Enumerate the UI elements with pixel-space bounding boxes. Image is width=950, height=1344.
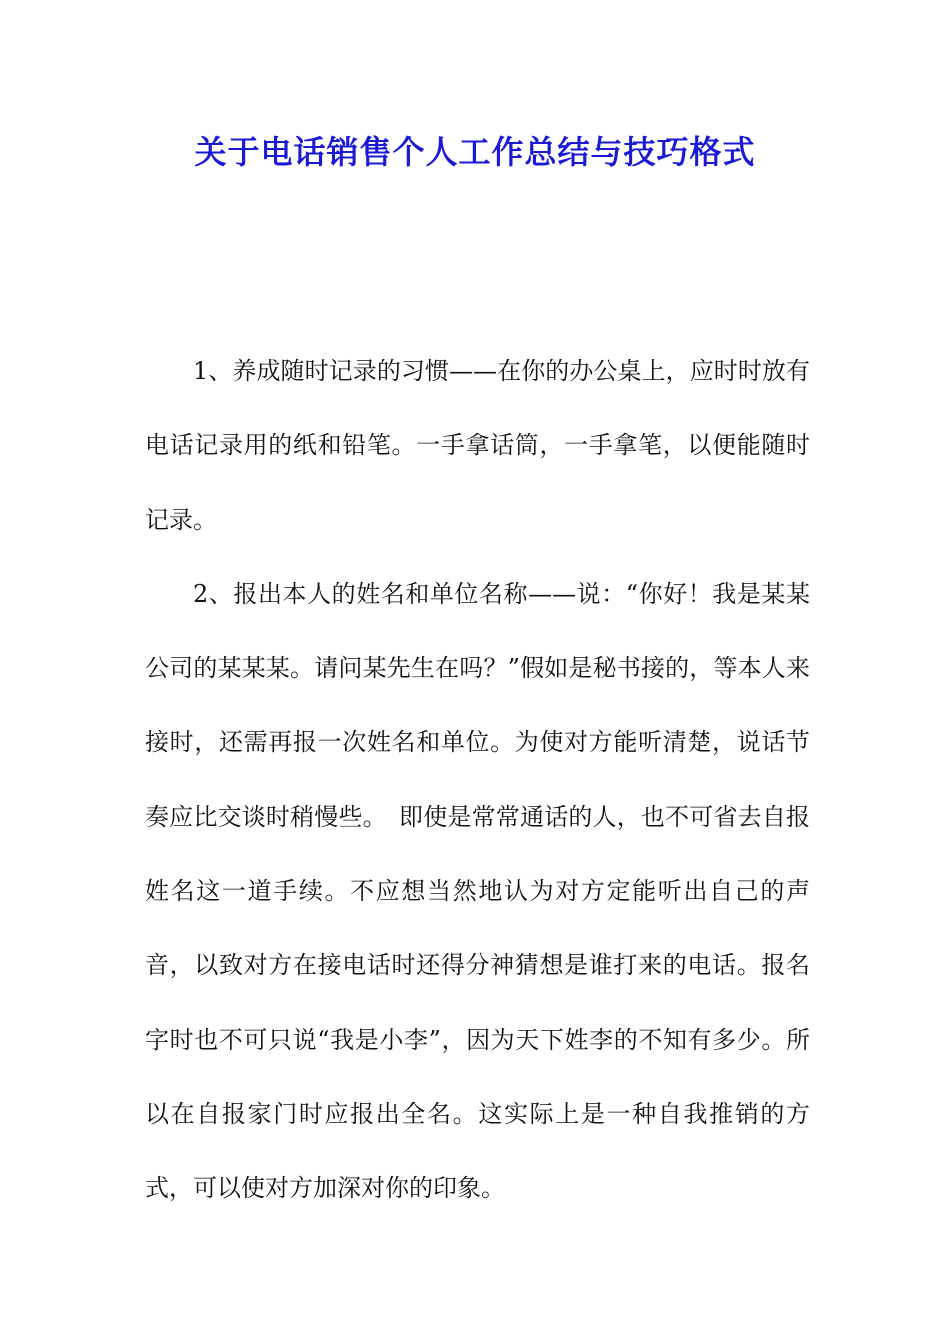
document-body <box>145 334 810 1226</box>
paragraph-2: 2、报出本人的姓名和单位名称——说：“你好！我是某某公司的某某某。请问某先生在吗？”假如是秘书接的，等本人来接时，还需再报一次姓名和单位。为使对方能听清楚，说话节奏应比交谈时稍慢些。 即使是常常通话的人，也不可省去自报姓名这一道手续。不应想当然地认为对方定能听出自己的声音，以致对方在接电话时还得分神猜想是谁打来的电话。报名字时也不可只说“我是小李”，因为天下姓李的不知有多少。所以在自报家门时应报出全名。这实际上是一种自我推销的方式，可以使对方加深对你的印象。 <box>145 579 810 1203</box>
document-title: 关于电话销售个人工作总结与技巧格式 <box>194 133 756 171</box>
paragraph-1: 1、养成随时记录的习惯——在你的办公桌上，应时时放有电话记录用的纸和铅笔。一手拿话筒，一手拿笔，以便能随时记录。 <box>145 357 810 534</box>
